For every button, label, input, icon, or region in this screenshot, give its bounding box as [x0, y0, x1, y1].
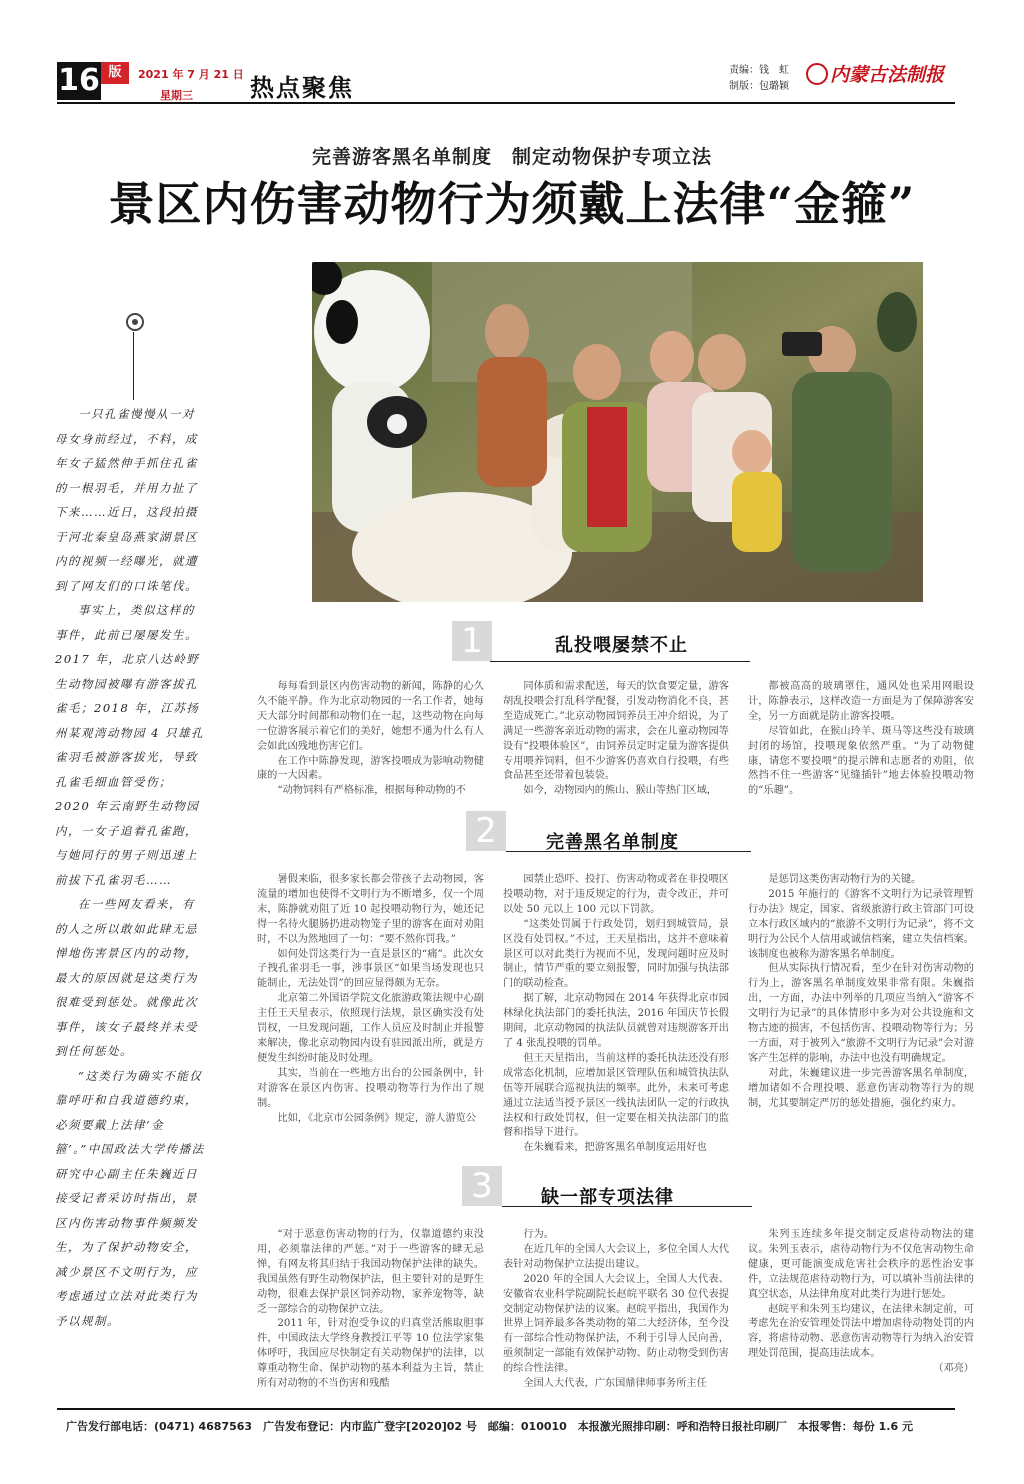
section-title-2: 完善黑名单制度 — [546, 832, 679, 853]
body-paragraph: 其实，当前在一些地方出台的公园条例中，针对游客在景区内伤害、投喂动物等行为作出了规制。 — [257, 1067, 484, 1109]
body-paragraph: 2020 年的全国人大会议上，全国人大代表、安徽省农业科学院副院长赵皖平联名 30 位代表提交制定动物保护法的议案。赵皖平指出，我国作为世界上饲养最多各类动物的第二大经济体，至今没有一部综合性动物保护法，不利于引导人民向善，亟须制定一部能有效保护动物、防止动物受到伤害的综合性法律。 — [503, 1273, 729, 1375]
sidebar-intro — [55, 402, 205, 1333]
body-paragraph: 北京第二外国语学院文化旅游政策法规中心副主任王天星表示，依照现行法规，景区确实没有处罚权，一旦发现问题，工作人员应及时制止并报警来解决，像北京动物园内设有驻园派出所，就是方便发生纠纷时能及时处理。 — [257, 993, 484, 1064]
article-title: 景区内伤害动物行为须戴上法律“金箍” — [108, 177, 916, 231]
footer-info: 广告发行部电话：(0471) 4687563 广告发布登记：内市监广登字[2020]02 号 邮编：010010 本报激光照排印刷：呼和浩特日报社印刷厂 本报零售：每份 1.6 元 — [66, 1420, 913, 1433]
sidebar-paragraph: “这类行为确实不能仅靠呼吁和自我道德约束，必须要戴上法律‘金箍’。”中国政法大学传播法研究中心副主任朱巍近日接受记者采访时指出，景区内伤害动物事件频频发生，为了保护动物安全，减少景区不文明行为，应考虑通过立法对此类行为予以规制。 — [55, 1068, 205, 1328]
section-3-column-2 — [503, 1228, 729, 1392]
section-2-column-2 — [503, 873, 729, 1156]
body-paragraph: 如今，动物园内的熊山、猴山等热门区域， — [523, 785, 717, 797]
header-rule — [57, 102, 955, 104]
layout-name: 制版：包璐颖 — [729, 81, 789, 92]
body-paragraph: 2015 年施行的《游客不文明行为记录管理暂行办法》规定，国家、省级旅游行政主管部门可设立本行政区域内的“旅游不文明行为记录”，将不文明行为公民个人信用或诚信档案，建立失信档案。该制度也被称为游客黑名单制度。 — [748, 888, 974, 960]
sidebar-paragraph: 一只孔雀慢慢从一对母女身前经过，不料，成年女子猛然伸手抓住孔雀的一根羽毛，并用力扯了下来……近日，这段拍摄于河北秦皇岛燕家湖景区内的视频一经曝光，就遭到了网友们的口诛笔伐。 — [55, 407, 198, 593]
editor-name: 责编：钱 虹 — [729, 65, 789, 76]
body-paragraph: 都被高高的玻璃罩住，通风处也采用网眼设计，陈静表示，这样改造一方面是为了保障游客安全，另一方面就是防止游客投喂。 — [748, 681, 974, 722]
newspaper-logo-icon — [806, 63, 828, 85]
page-label: 版 — [101, 62, 129, 84]
body-paragraph: 尽管如此，在猴山玲羊、斑马等这些没有玻璃封闭的场馆，投喂现象依然严重。“为了动物健康，请您不要投喂”的提示牌和志愿者的劝阻，依然挡不住一些游客“见缝插针”地去体验投喂动物的“乐趣”。 — [748, 725, 974, 797]
pin-icon — [124, 311, 146, 333]
section-3-column-1 — [257, 1228, 484, 1392]
section-2-column-1 — [257, 873, 484, 1126]
issue-weekday: 星期三 — [160, 89, 193, 102]
section-number-2: 2 — [466, 811, 506, 851]
body-paragraph: 在朱巍看来，把游客黑名单制度运用好也 — [523, 1142, 707, 1154]
body-paragraph: 赵皖平和朱列玉均建议，在法律未制定前，可考虑先在治安管理处罚法中增加虐待动物处罚的内容，将虐待动物、恶意伤害动物等行为纳入治安管理处罚范围，提高违法成本。 — [748, 1303, 974, 1360]
body-paragraph: “这类处罚属于行政处罚，划归到城管局，景区没有处罚权。”不过，王天星指出，这并不意味着景区可以对此类行为视而不见，发现问题时应及时制止，情节严重的要立刻报警，同时加强与执法部门的联动检查。 — [503, 918, 729, 990]
body-paragraph: 如何处罚这类行为一直是景区的“痛”。此次女子拽孔雀羽毛一事，涉事景区“如果当场发现也只能制止，无法处罚”的回应显得颇为无奈。 — [257, 948, 484, 990]
section-name: 热点聚焦 — [250, 74, 354, 102]
body-paragraph: “动物饲料有严格标准，根据每种动物的不 — [277, 785, 466, 797]
body-paragraph: 但从实际执行情况看，至少在针对伤害动物的行为上，游客黑名单制度效果非常有限。朱巍指出，一方面，办法中列举的几项应当纳入“游客不文明行为记录”的具体情形中多为对公共设施和文物古迹的损害，不包括伤害、投喂动物等行为；另一方面，对于被列入“旅游不文明行为记录”会对游客产生怎样的影响，办法中也没有明确规定。 — [748, 963, 974, 1064]
newspaper-name: 内蒙古法制报 — [830, 64, 945, 86]
body-paragraph: 全国人大代表，广东国鼎律师事务所主任 — [523, 1378, 707, 1390]
section-2-column-3 — [748, 873, 974, 1112]
section-1-column-3 — [748, 680, 974, 799]
section-number-3: 3 — [462, 1166, 502, 1206]
section-title-1: 乱投喂屡禁不止 — [555, 635, 688, 656]
sidebar-paragraph: 在一些网友看来，有的人之所以敢如此肆无忌惮地伤害景区内的动物，最大的原因就是这类行为很难受到惩处。就像此次事件，该女子最终并未受到任何惩处。 — [55, 897, 198, 1058]
body-paragraph: 比如，《北京市公园条例》规定，游人游览公 — [277, 1112, 477, 1124]
photo-tourists-feeding-alpaca-with-panda-mascot-icon — [312, 262, 923, 602]
section-rule — [490, 661, 750, 662]
body-paragraph: 朱列玉连续多年提交制定反虐待动物法的建议。朱列玉表示，虐待动物行为不仅危害动物生命健康，更可能演变成危害社会秩序的恶性治安事件，立法规范虐待动物行为，可以填补当前法律的真空状态，从法律角度对此类行为进行惩处。 — [748, 1229, 974, 1300]
section-1-column-2 — [503, 680, 729, 799]
body-paragraph: 是惩罚这类伤害动物行为的关键。 — [768, 874, 922, 885]
body-paragraph: 暑假来临，很多家长都会带孩子去动物园，客流量的增加也使得不文明行为不断增多，仅一个周末，陈静就劝阻了近 10 起投喂动物行为，她还记得一名待火腿肠扔进动物笼子里的游客在面对劝阻时，不以为然地回了一句：“要不然你罚我。” — [257, 874, 484, 945]
body-paragraph: 在近几年的全国人大会议上，多位全国人大代表针对动物保护立法提出建议。 — [503, 1243, 729, 1270]
body-paragraph: “对于恶意伤害动物的行为，仅靠道德约束没用，必须靠法律的严惩。”对于一些游客的肆无忌惮，有网友将其归结于我国动物保护法律的缺失。我国虽然有野生动物保护法，但主要针对的是野生动物，很难去保护景区饲养动物，家养宠物等，缺乏一部综合的动物保护立法。 — [257, 1229, 484, 1315]
body-paragraph: 行为。 — [523, 1229, 554, 1240]
section-1-column-1 — [257, 680, 484, 799]
body-paragraph: 同体质和需求配送，每天的饮食要定量，游客胡乱投喂会打乱科学配餐，引发动物消化不良，甚至造成死亡。”北京动物园饲养员王冲介绍说，为了满足一些游客亲近动物的需求，会在儿童动物园等设有“投喂体验区”，由饲养员定时定量为游客提供专用喂养饲料，但不少游客仍喜欢自行投喂，有些食品甚至还带着包装袋。 — [503, 681, 729, 782]
section-number-1: 1 — [452, 621, 492, 661]
page-number: 16 — [58, 63, 100, 98]
body-paragraph: 在工作中陈静发现，游客投喂成为影响动物健康的一大因素。 — [257, 755, 484, 782]
section-3-column-3 — [748, 1228, 974, 1377]
footer-rule — [57, 1408, 955, 1410]
sidebar-divider — [133, 332, 134, 400]
sidebar-paragraph: 事实上，类似这样的事件，此前已屡屡发生。2017 年，北京八达岭野生动物园被曝有游客拔孔雀毛；2018 年，江苏扬州某观湾动物园 4 只雄孔雀羽毛被游客拔光，导致孔雀毛细血管受伤；2020 年云南野生动物园内，一女子追着孔雀跑，与她同行的男子则迅速上前拔下孔雀羽毛…… — [55, 603, 205, 887]
body-paragraph: 据了解，北京动物园在 2014 年获得北京市园林绿化执法部门的委托执法，2016 年国庆节长假期间，北京动物园的执法队员就曾对违规游客开出了 4 张乱投喂的罚单。 — [503, 993, 729, 1049]
issue-date: 2021 年 7 月 21 日 — [138, 68, 244, 81]
body-paragraph: 园禁止恐吓、投打、伤害动物或者在非投喂区投喂动物，对于违反规定的行为，责令改正，并可以处 50 元以上 100 元以下罚款。 — [503, 874, 729, 915]
article-subtitle: 完善游客黑名单制度 制定动物保护专项立法 — [311, 146, 712, 168]
body-paragraph: 每每看到景区内伤害动物的新闻，陈静的心久久不能平静。作为北京动物园的一名工作者，她每天大部分时间都和动物们在一起，这些动物在向每一位游客展示着它们的美好，她想不通为什么有人会如此凶残地伤害它们。 — [257, 681, 484, 752]
body-paragraph: 对此，朱巍建议进一步完善游客黑名单制度，增加诸如不合理投喂、恶意伤害动物等行为的规制，尤其要制定严厉的惩处措施，强化约束力。 — [748, 1067, 974, 1109]
article-photo — [312, 262, 923, 602]
byline: （邓亮） — [933, 1363, 974, 1375]
body-paragraph: 2011 年，针对泡受争议的归真堂活熊取胆事件，中国政法大学终身教授江平等 10 位法学家集体呼吁，我国应尽快制定有关动物保护的法律，以尊重动物生命、保护动物的基本利益为主旨，禁止所有对动物的不当伤害和残酷 — [257, 1318, 484, 1390]
editor-credits — [729, 63, 789, 95]
body-paragraph: 但王天星指出，当前这样的委托执法还没有形成常态化机制，应增加景区管理队伍和城管执法队伍等开展联合巡视执法的频率。此外，未来可考虑通过立法适当授予景区一线执法团队一定的行政执法权和行政处罚权，但一定要在相关执法部门的监督和指导下进行。 — [503, 1052, 729, 1139]
section-title-3: 缺一部专项法律 — [541, 1187, 674, 1208]
